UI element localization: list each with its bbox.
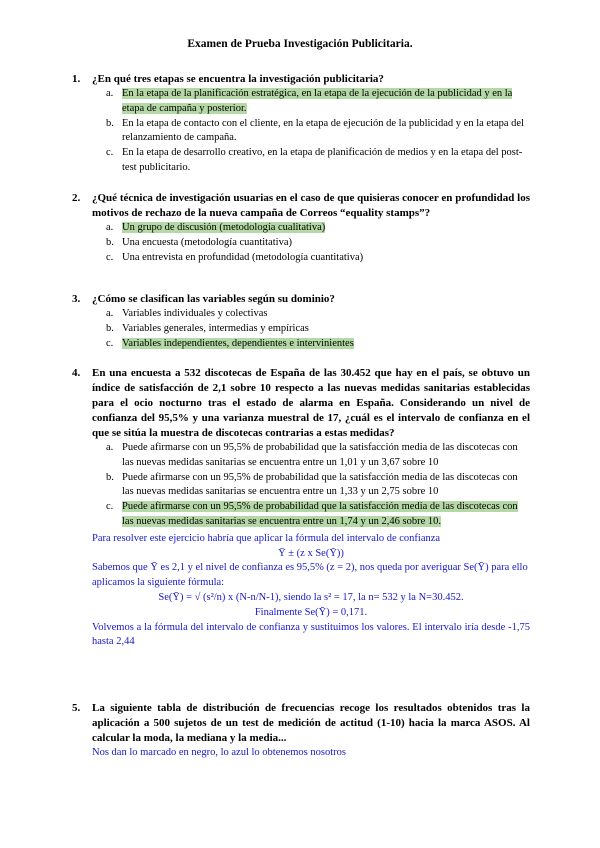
option-text: Una encuesta (metodología cuantitativa) bbox=[122, 236, 292, 248]
answer-option bbox=[92, 117, 530, 147]
answer-option bbox=[92, 337, 530, 352]
solution-line: Volvemos a la fórmula del intervalo de confianza y sustituimos los valores. El intervalo iría desde -1,75 hasta 2,44 bbox=[92, 621, 530, 648]
option-letter: a. bbox=[106, 88, 114, 99]
question-2 bbox=[72, 191, 530, 265]
answer-option bbox=[92, 146, 530, 176]
question-number: 2. bbox=[72, 192, 81, 204]
option-text: Variables generales, intermedias y empíricas bbox=[122, 322, 309, 334]
option-letter: b. bbox=[106, 322, 114, 334]
question-text: La siguiente tabla de distribución de frecuencias recoge los resultados obtenidos tras la aplicación a 500 sujetos de un test de medición de actitud (1-10) hacia la marca ASOS. Al calcular la moda, la mediana y la media... bbox=[92, 702, 530, 744]
question-number: 4. bbox=[72, 367, 81, 379]
solution-line: Sabemos que Ȳ es 2,1 y el nivel de confianza es 95,5% (z = 2), nos queda por averiguar Se(Ȳ) para ello aplicamos la siguiente fórmula: bbox=[92, 562, 528, 589]
option-letter: b. bbox=[106, 236, 114, 248]
option-letter: c. bbox=[106, 147, 114, 159]
question-3 bbox=[72, 292, 530, 351]
solution-note: Nos dan lo marcado en negro, lo azul lo obtenemos nosotros bbox=[92, 747, 346, 758]
option-letter: b. bbox=[106, 471, 114, 483]
answer-option bbox=[92, 471, 530, 501]
option-letter: c. bbox=[106, 251, 114, 263]
answer-option bbox=[92, 322, 530, 337]
option-letter: c. bbox=[106, 501, 114, 513]
question-5 bbox=[72, 701, 530, 761]
solution-result: Finalmente Se(Ȳ) = 0,171. bbox=[254, 606, 368, 618]
option-letter: a. bbox=[106, 308, 114, 319]
question-number: 5. bbox=[72, 702, 81, 714]
solution-block bbox=[92, 532, 530, 650]
answer-option bbox=[92, 251, 530, 266]
answer-option bbox=[92, 236, 530, 251]
question-text: ¿Cómo se clasifican las variables según su dominio? bbox=[92, 293, 335, 305]
solution-line: Para resolver este ejercicio habría que aplicar la fórmula del intervalo de confianza bbox=[92, 532, 441, 544]
option-text: Puede afirmarse con un 95,5% de probabilidad que la satisfacción media de las discotecas con las nuevas medidas sanitarias se encuentra entre un 1,33 y un 2,75 sobre 10 bbox=[122, 471, 518, 498]
question-1 bbox=[72, 72, 530, 176]
question-number: 3. bbox=[72, 293, 81, 305]
option-letter: b. bbox=[106, 117, 114, 129]
answer-option bbox=[92, 441, 530, 471]
answer-option bbox=[92, 87, 530, 117]
option-letter: c. bbox=[106, 337, 114, 349]
correct-answer-text: Puede afirmarse con un 95,5% de probabilidad que la satisfacción media de las discotecas con las nuevas medidas sanitarias se encuentra entre un 1,74 y un 2,46 sobre 10. bbox=[122, 501, 518, 527]
correct-answer-text: Variables independientes, dependientes e intervinientes bbox=[122, 337, 354, 349]
solution-formula: Se(Ȳ) = √ (s²/n) x (N-n/N-1), siendo la s² = 17, la n= 532 y la N=30.452. bbox=[158, 591, 464, 603]
option-text: En la etapa de contacto con el cliente, en la etapa de ejecución de la publicidad y en la etapa del relanzamiento de campaña. bbox=[122, 117, 525, 144]
question-text: En una encuesta a 532 discotecas de España de las 30.452 que hay en el país, se obtuvo un índice de satisfacción de 2,1 sobre 10 respecto a las nuevas medidas sanitarias establecidas para el ocio nocturno tras el estado de alarma en España. Considerando un nivel de confianza del 95,5% y una varianza muestral de 17, ¿cuál es el intervalo de confianza en el que se sitúa la muestra de discotecas contrarias a estas medidas? bbox=[92, 367, 530, 439]
option-letter: a. bbox=[106, 442, 114, 453]
question-4 bbox=[72, 366, 530, 650]
option-text: En la etapa de desarrollo creativo, en la etapa de planificación de medios y en la etapa del post-test publicitario. bbox=[122, 147, 523, 173]
option-text: Puede afirmarse con un 95,5% de probabilidad que la satisfacción media de las discotecas con las nuevas medidas sanitarias se encuentra entre un 1,01 y un 3,67 sobre 10 bbox=[122, 442, 518, 468]
answer-option bbox=[92, 221, 530, 236]
correct-answer-text: En la etapa de la planificación estratégica, en la etapa de la ejecución de la publicidad y en la etapa de campaña y posterior. bbox=[122, 88, 513, 114]
option-text: Variables individuales y colectivas bbox=[122, 308, 268, 319]
answer-option bbox=[92, 307, 530, 322]
option-letter: a. bbox=[106, 222, 114, 233]
answer-option bbox=[92, 500, 530, 530]
question-text: ¿Qué técnica de investigación usuarias en el caso de que quisieras conocer en profundidad los motivos de rechazo de la nueva campaña de Correos “equality stamps”? bbox=[92, 192, 530, 219]
question-number: 1. bbox=[72, 73, 81, 85]
solution-formula: Ȳ ± (z x Se(Ȳ)) bbox=[278, 547, 344, 559]
document-title: Examen de Prueba Investigación Publicitaria. bbox=[187, 38, 413, 50]
option-text: Una entrevista en profundidad (metodología cuantitativa) bbox=[122, 251, 364, 263]
correct-answer-text: Un grupo de discusión (metodología cualitativa) bbox=[122, 222, 326, 233]
question-text: ¿En qué tres etapas se encuentra la investigación publicitaria? bbox=[92, 73, 384, 85]
